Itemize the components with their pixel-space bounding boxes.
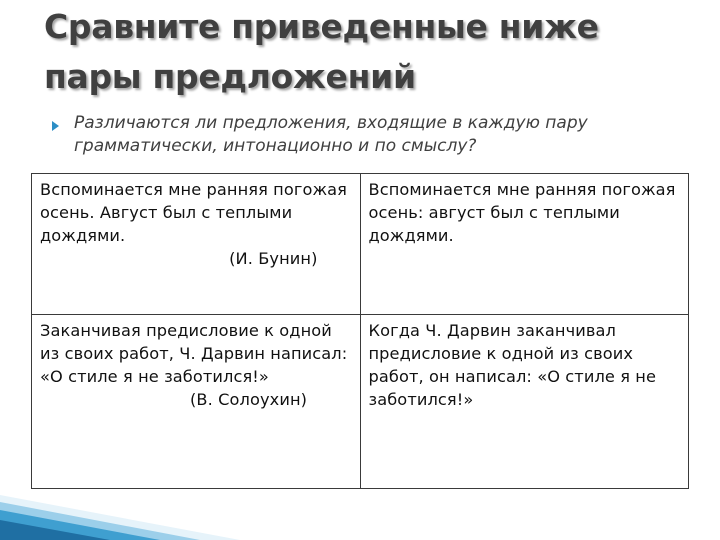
sentence-text: Заканчивая предисловие к одной из своих работ, Ч. Дарвин написал: «О стиле я не заботился!»	[40, 321, 348, 386]
sentence-text: Когда Ч. Дарвин заканчивал предисловие к одной из своих работ, он написал: «О стиле я не заботился!»	[368, 321, 657, 409]
comparison-table	[31, 173, 689, 489]
sentence-text: Вспоминается мне ранняя погожая осень: август был с теплыми дождями.	[368, 180, 676, 245]
table-cell-left	[32, 315, 361, 489]
table-row	[32, 174, 689, 315]
table-row	[32, 315, 689, 489]
citation-author: (В. Солоухин)	[190, 390, 308, 409]
citation-author: (И. Бунин)	[229, 249, 318, 268]
slide-title: Сравните приведенные ниже пары предложений	[44, 7, 599, 96]
bullet-arrow-icon	[52, 121, 59, 131]
table-cell-right	[360, 174, 689, 315]
table-cell-right	[360, 315, 689, 489]
bullet-text: Различаются ли предложения, входящие в каждую пару грамматически, интонационно и по смыслу?	[74, 113, 588, 156]
table-cell-left	[32, 174, 361, 315]
sentence-text: Вспоминается мне ранняя погожая осень. Август был с теплыми дождями.	[40, 180, 348, 245]
